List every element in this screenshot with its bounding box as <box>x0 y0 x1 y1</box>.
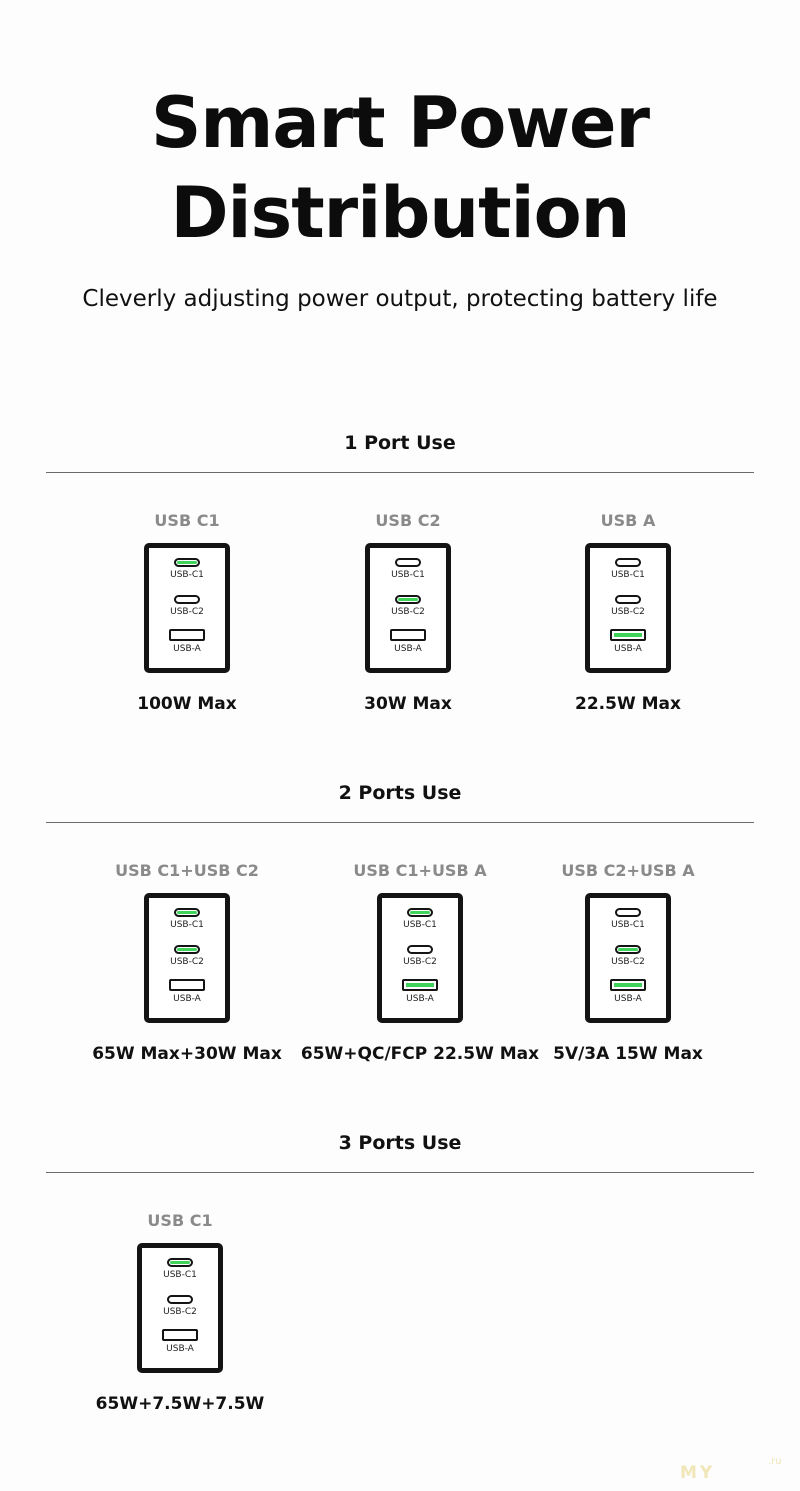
power-output-value: 100W Max <box>137 694 237 714</box>
usb-c-port-icon <box>395 558 421 567</box>
charger-icon <box>377 893 463 1023</box>
page-subtitle: Cleverly adjusting power output, protecting battery life <box>82 286 718 312</box>
power-output-value: 65W+QC/FCP 22.5W Max <box>300 1044 540 1064</box>
usb-c-port-icon <box>615 595 641 604</box>
port-a <box>149 629 225 655</box>
port-name: USB-C2 <box>163 1307 197 1317</box>
usb-a-port-icon <box>402 979 438 991</box>
port-c2 <box>382 945 458 968</box>
port-c2 <box>590 595 666 618</box>
usb-c-port-icon <box>174 595 200 604</box>
port-a <box>149 979 225 1005</box>
port-usage-item <box>288 511 528 715</box>
usb-a-port-icon <box>390 629 426 641</box>
port-c2 <box>370 595 446 618</box>
port-a <box>590 629 666 655</box>
port-name: USB-C2 <box>611 607 645 617</box>
port-name: USB-C2 <box>611 957 645 967</box>
port-name: USB-C1 <box>391 570 425 580</box>
port-name: USB-C1 <box>403 920 437 930</box>
port-combo-label: USB C1+USB A <box>353 861 487 880</box>
charger-icon <box>585 543 671 673</box>
charger-icon <box>144 893 230 1023</box>
usb-c-port-icon <box>167 1258 193 1267</box>
port-usage-item <box>60 1211 300 1415</box>
port-c1 <box>142 1258 218 1281</box>
section-title-3-ports: 3 Ports Use <box>338 1132 462 1154</box>
watermark-suffix: .ru <box>768 1456 782 1467</box>
port-usage-item <box>67 861 307 1065</box>
port-combo-label: USB C1 <box>147 1211 213 1230</box>
port-name: USB-A <box>614 644 642 654</box>
usb-a-port-icon <box>169 629 205 641</box>
usb-a-port-icon <box>610 979 646 991</box>
port-name: USB-C1 <box>163 1270 197 1280</box>
section-title-2-ports: 2 Ports Use <box>338 782 462 804</box>
port-combo-label: USB C1 <box>154 511 220 530</box>
section-divider <box>46 472 754 473</box>
page-title <box>0 78 800 258</box>
usb-c-port-icon <box>174 908 200 917</box>
usb-c-port-icon <box>167 1295 193 1304</box>
port-name: USB-A <box>173 994 201 1004</box>
port-usage-item <box>508 861 748 1065</box>
port-name: USB-C2 <box>170 607 204 617</box>
port-combo-label: USB C2 <box>375 511 441 530</box>
charger-icon <box>137 1243 223 1373</box>
section-title-1-port: 1 Port Use <box>344 432 456 454</box>
usb-c-port-icon <box>407 908 433 917</box>
usb-c-port-icon <box>615 908 641 917</box>
port-name: USB-A <box>614 994 642 1004</box>
power-output-value: 30W Max <box>364 694 452 714</box>
usb-a-port-icon <box>610 629 646 641</box>
port-c1 <box>382 908 458 931</box>
port-a <box>590 979 666 1005</box>
port-usage-item <box>67 511 307 715</box>
port-name: USB-C1 <box>170 920 204 930</box>
usb-c-port-icon <box>395 595 421 604</box>
port-name: USB-A <box>166 1344 194 1354</box>
charger-icon <box>365 543 451 673</box>
port-name: USB-C2 <box>391 607 425 617</box>
usb-c-port-icon <box>174 558 200 567</box>
port-combo-label: USB A <box>600 511 656 530</box>
port-c2 <box>149 945 225 968</box>
charger-icon <box>585 893 671 1023</box>
usb-c-port-icon <box>615 558 641 567</box>
port-name: USB-C2 <box>170 957 204 967</box>
port-c1 <box>370 558 446 581</box>
port-name: USB-A <box>406 994 434 1004</box>
port-c1 <box>149 908 225 931</box>
power-output-value: 65W+7.5W+7.5W <box>95 1394 265 1414</box>
port-c1 <box>149 558 225 581</box>
port-usage-item <box>300 861 540 1065</box>
port-a <box>382 979 458 1005</box>
port-name: USB-C1 <box>170 570 204 580</box>
usb-c-port-icon <box>174 945 200 954</box>
port-c1 <box>590 558 666 581</box>
port-usage-item <box>508 511 748 715</box>
port-combo-label: USB C1+USB C2 <box>115 861 259 880</box>
port-name: USB-A <box>173 644 201 654</box>
port-name: USB-C1 <box>611 920 645 930</box>
port-a <box>370 629 446 655</box>
power-output-value: 65W Max+30W Max <box>92 1044 282 1064</box>
usb-c-port-icon <box>615 945 641 954</box>
port-name: USB-A <box>394 644 422 654</box>
title-line-1: Smart Power <box>150 82 649 164</box>
title-line-2: Distribution <box>170 172 630 254</box>
usb-a-port-icon <box>169 979 205 991</box>
port-c2 <box>142 1295 218 1318</box>
port-name: USB-C1 <box>611 570 645 580</box>
port-c1 <box>590 908 666 931</box>
usb-a-port-icon <box>162 1329 198 1341</box>
power-output-value: 5V/3A 15W Max <box>553 1044 703 1064</box>
usb-c-port-icon <box>407 945 433 954</box>
charger-icon <box>144 543 230 673</box>
power-output-value: 22.5W Max <box>575 694 681 714</box>
section-divider <box>46 822 754 823</box>
port-a <box>142 1329 218 1355</box>
port-c2 <box>590 945 666 968</box>
section-divider <box>46 1172 754 1173</box>
watermark: MY <box>680 1463 716 1483</box>
port-combo-label: USB C2+USB A <box>561 861 695 880</box>
port-name: USB-C2 <box>403 957 437 967</box>
port-c2 <box>149 595 225 618</box>
